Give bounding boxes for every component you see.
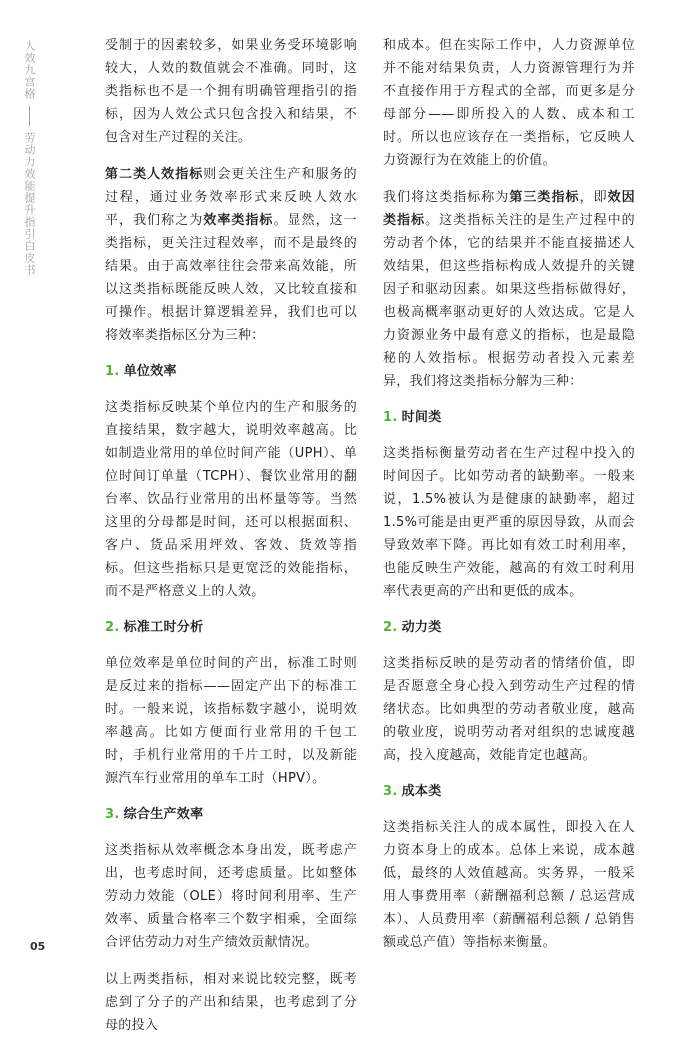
text-run: 我们将这类指标称为 (383, 190, 510, 205)
section-title: 成本类 (401, 784, 442, 799)
bold-term: 第二类人效指标 (105, 167, 204, 182)
paragraph: 和成本。但在实际工作中，人力资源单位并不能对结果负责，人力资源管理行为并不直接作用于方程式的全部，而更多是分母部分——即所投入的人数、成本和工时。所以也应该存在一类指标，它反映人力资源行为在效能上的价值。 (383, 38, 635, 168)
bold-term: 效率类指标 (203, 213, 274, 228)
section-title: 综合生产效率 (123, 807, 204, 822)
section-heading (105, 361, 357, 383)
section-title: 单位效率 (123, 364, 177, 379)
paragraph: 这类指标反映的是劳动者的情绪价值，即是否愿意全身心投入到劳动生产过程的情绪状态。比如典型的劳动者敬业度，越高的敬业度，说明劳动者对组织的忠诚度越高，投入度越高，效能肯定也越高。 (383, 656, 635, 763)
text-run: 。显然，这一类指标，更关注过程效率，而不是最终的结果。由于高效率往往会带来高效能，所以这类指标既能反映人效，又比较直接和可操作。根据计算逻辑差异，我们也可以将效率类指标区分为三种： (105, 213, 357, 343)
section-heading (105, 804, 357, 826)
section-title: 时间类 (401, 410, 442, 425)
section-number: 2. (383, 620, 398, 635)
section-number: 1. (383, 410, 398, 425)
paragraph: 这类指标反映某个单位内的生产和服务的直接结果，数字越大，说明效率越高。比如制造业常用的单位时间产能（UPH）、单位时间订单量（TCPH）、餐饮业常用的翻台率、饮品行业常用的出杯量等等。当然这里的分母都是时间，还可以根据面积、客户、货品采用坪效、客效、货效等指标。但这些指标只是更宽泛的效能指标，而不是严格意义上的人效。 (105, 400, 357, 599)
text-run: 则会更关注生产和服务的过程，通过业务效率形式来反映人效水平，我们称之为 (105, 167, 357, 228)
side-title-part1: 人效九宫格 (23, 40, 36, 100)
section-number: 3. (383, 784, 398, 799)
section-title: 动力类 (401, 620, 442, 635)
side-running-title (16, 40, 42, 276)
text-run: ，即 (579, 190, 608, 205)
side-title-part2: 劳动力效能提升指引白皮书 (23, 132, 36, 276)
page-number: 05 (30, 940, 46, 953)
section-title: 标准工时分析 (123, 620, 204, 635)
paragraph: 这类指标关注人的成本属性，即投入在人力资本身上的成本。总体上来说，成本越低，最终的人效值越高。实务界，一般采用人事费用率（薪酬福利总额 / 总运营成本）、人员费用率（薪酬福利总额 / 总销售额或总产值）等指标来衡量。 (383, 820, 635, 950)
section-heading (383, 407, 635, 429)
paragraph: 这类指标从效率概念本身出发，既考虑产出，也考虑时间，还考虑质量。比如整体劳动力效能（OLE）将时间利用率、生产效率、质量合格率三个数字相乘，全面综合评估劳动力对生产绩效贡献情况。 (105, 843, 357, 950)
section-number: 3. (105, 807, 120, 822)
side-title-divider (29, 106, 30, 126)
section-heading (383, 617, 635, 639)
bold-term: 第三类指标 (509, 190, 580, 205)
text-run: 。这类指标关注的是生产过程中的劳动者个体，它的结果并不能直接描述人效结果，但这些指标构成人效提升的关键因子和驱动因素。如果这些指标做得好，也极高概率驱动更好的人效达成。它是人力资源业务中最有意义的指标，也是最隐秘的人效指标。根据劳动者投入元素差异，我们将这类指标分解为三种： (383, 213, 635, 389)
right-column (383, 34, 635, 968)
paragraph: 这类指标衡量劳动者在生产过程中投入的时间因子。比如劳动者的缺勤率。一般来说，1.5%被认为是健康的缺勤率，超过1.5%可能是由更严重的原因导致，从而会导致效率下降。再比如有效工时利用率，也能反映生产效能，越高的有效工时利用率代表更高的产出和更低的成本。 (383, 446, 635, 599)
section-number: 2. (105, 620, 120, 635)
left-column (105, 34, 357, 1051)
paragraph: 以上两类指标，相对来说比较完整，既考虑到了分子的产出和结果，也考虑到了分母的投入 (105, 972, 357, 1033)
section-heading (105, 617, 357, 639)
paragraph: 受制于的因素较多，如果业务受环境影响较大，人效的数值就会不准确。同时，这类指标也不是一个拥有明确管理指引的指标，因为人效公式只包含投入和结果，不包含对生产过程的关注。 (105, 38, 357, 145)
section-number: 1. (105, 364, 120, 379)
bold-term: 效因类指标 (383, 190, 635, 228)
paragraph: 单位效率是单位时间的产出，标准工时则是反过来的指标——固定产出下的标准工时。一般来说，该指标数字越小，说明效率越高。比如方便面行业常用的千包工时，手机行业常用的千片工时，以及新能源汽车行业常用的单车工时（HPV）。 (105, 656, 357, 786)
paragraph (105, 163, 357, 347)
paragraph (383, 186, 635, 393)
section-heading (383, 781, 635, 803)
